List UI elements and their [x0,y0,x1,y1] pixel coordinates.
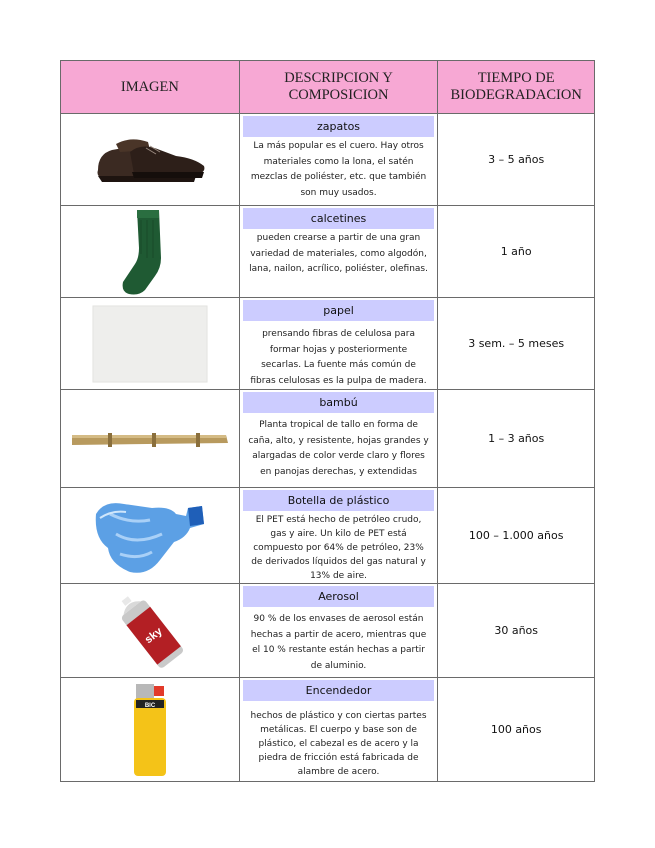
lighter-label: BIC [144,702,156,709]
description-line: de derivados líquidos del gas natural y [251,557,426,567]
description-line: son muy usados. [300,187,377,198]
description-line: alargadas de color verde claro y flores [252,451,425,461]
header-descripcion [239,61,438,114]
description-cell [239,114,438,206]
description-line: metálicas. El cuerpo y base son de [260,725,417,735]
time-cell: 3 – 5 años [438,114,595,206]
image-cell [61,584,240,678]
image-cell [61,114,240,206]
description-line: Planta tropical de tallo en forma de [259,420,418,430]
table-row [61,678,595,782]
description-line: materiales como la lona, el satén [263,156,414,167]
image-cell [61,678,240,782]
table-row [61,488,595,584]
item-description [240,321,438,389]
description-line: hechos de plástico y con ciertas partes [250,711,427,721]
table-row [61,584,595,678]
header-tiempo-line2: BIODEGRADACION [450,87,582,103]
table-row [61,114,595,206]
image-cell [61,390,240,488]
image-cell [61,206,240,298]
time-cell: 1 año [438,206,595,298]
time-cell: 1 – 3 años [438,390,595,488]
item-description [240,701,438,779]
description-line: El PET está hecho de petróleo crudo, [255,515,422,525]
item-title: zapatos [243,116,435,137]
description-line: compuesto por 64% de petróleo, 23% [253,543,424,553]
sock-image [115,208,185,296]
item-title: Aerosol [243,586,435,607]
description-line: el 10 % restante están hechas a partir [252,645,425,655]
description-cell [239,488,438,584]
description-line: 90 % de los envases de aerosol están [253,614,424,624]
time-cell: 3 sem. – 5 meses [438,298,595,390]
description-line: 13% de aire. [310,571,367,581]
table-row [61,390,595,488]
item-description [240,413,438,480]
plastic-bottle-image [90,494,210,578]
table-row [61,206,595,298]
item-title: Botella de plástico [243,490,435,511]
item-title: Encendedor [243,680,435,701]
biodegradation-table [60,60,595,782]
item-description [240,229,438,278]
description-line: piedra de fricción está fabricada de [258,753,419,763]
description-cell [239,584,438,678]
description-line: secarlas. La fuente más común de [261,360,416,370]
time-cell: 30 años [438,584,595,678]
item-description [240,511,438,583]
header-descripcion-line1: DESCRIPCION Y [284,70,393,86]
time-cell: 100 años [438,678,595,782]
paper-image [92,305,208,383]
description-line: variedad de materiales, como algodón, [250,248,427,259]
time-cell: 100 – 1.000 años [438,488,595,584]
aerosol-can-label: sky [142,624,165,646]
table-row [61,298,595,390]
lighter-image [130,682,170,778]
description-cell [239,298,438,390]
item-title: papel [243,300,435,321]
header-row [61,61,595,114]
header-descripcion-line2: COMPOSICION [288,87,389,103]
description-line: pueden crearse a partir de una gran [256,233,421,243]
description-line: en panojas derechas, y extendidas [260,466,417,477]
item-title: bambú [243,392,435,413]
description-cell [239,206,438,298]
header-tiempo-line1: TIEMPO DE [477,70,555,86]
item-description [240,607,438,674]
aerosol-can-image [105,586,195,676]
description-line: gas y aire. Un kilo de PET está [270,529,407,539]
bamboo-image [70,427,230,451]
image-cell [61,298,240,390]
item-description [240,137,438,201]
header-imagen: IMAGEN [61,61,240,114]
image-cell [61,488,240,584]
shoe-image [90,130,210,190]
description-line: de aluminio. [310,660,367,671]
description-line: fibras celulosas es la pulpa de madera. [250,375,427,386]
header-tiempo [438,61,595,114]
description-line: formar hojas y posteriormente [269,344,408,355]
description-line: alambre de acero. [297,767,380,777]
description-line: lana, nailon, acrílico, poliéster, olefinas. [249,264,428,274]
description-cell [239,678,438,782]
description-line: prensando fibras de celulosa para [262,329,415,339]
description-line: hechas a partir de acero, mientras que [250,629,427,640]
description-line: plástico, el cabezal es de acero y la [258,739,419,749]
description-cell [239,390,438,488]
description-line: La más popular es el cuero. Hay otros [253,141,424,151]
item-title: calcetines [243,208,435,229]
description-line: mezclas de poliéster, etc. que también [250,172,427,182]
description-line: caña, alto, y resistente, hojas grandes y [248,435,429,446]
